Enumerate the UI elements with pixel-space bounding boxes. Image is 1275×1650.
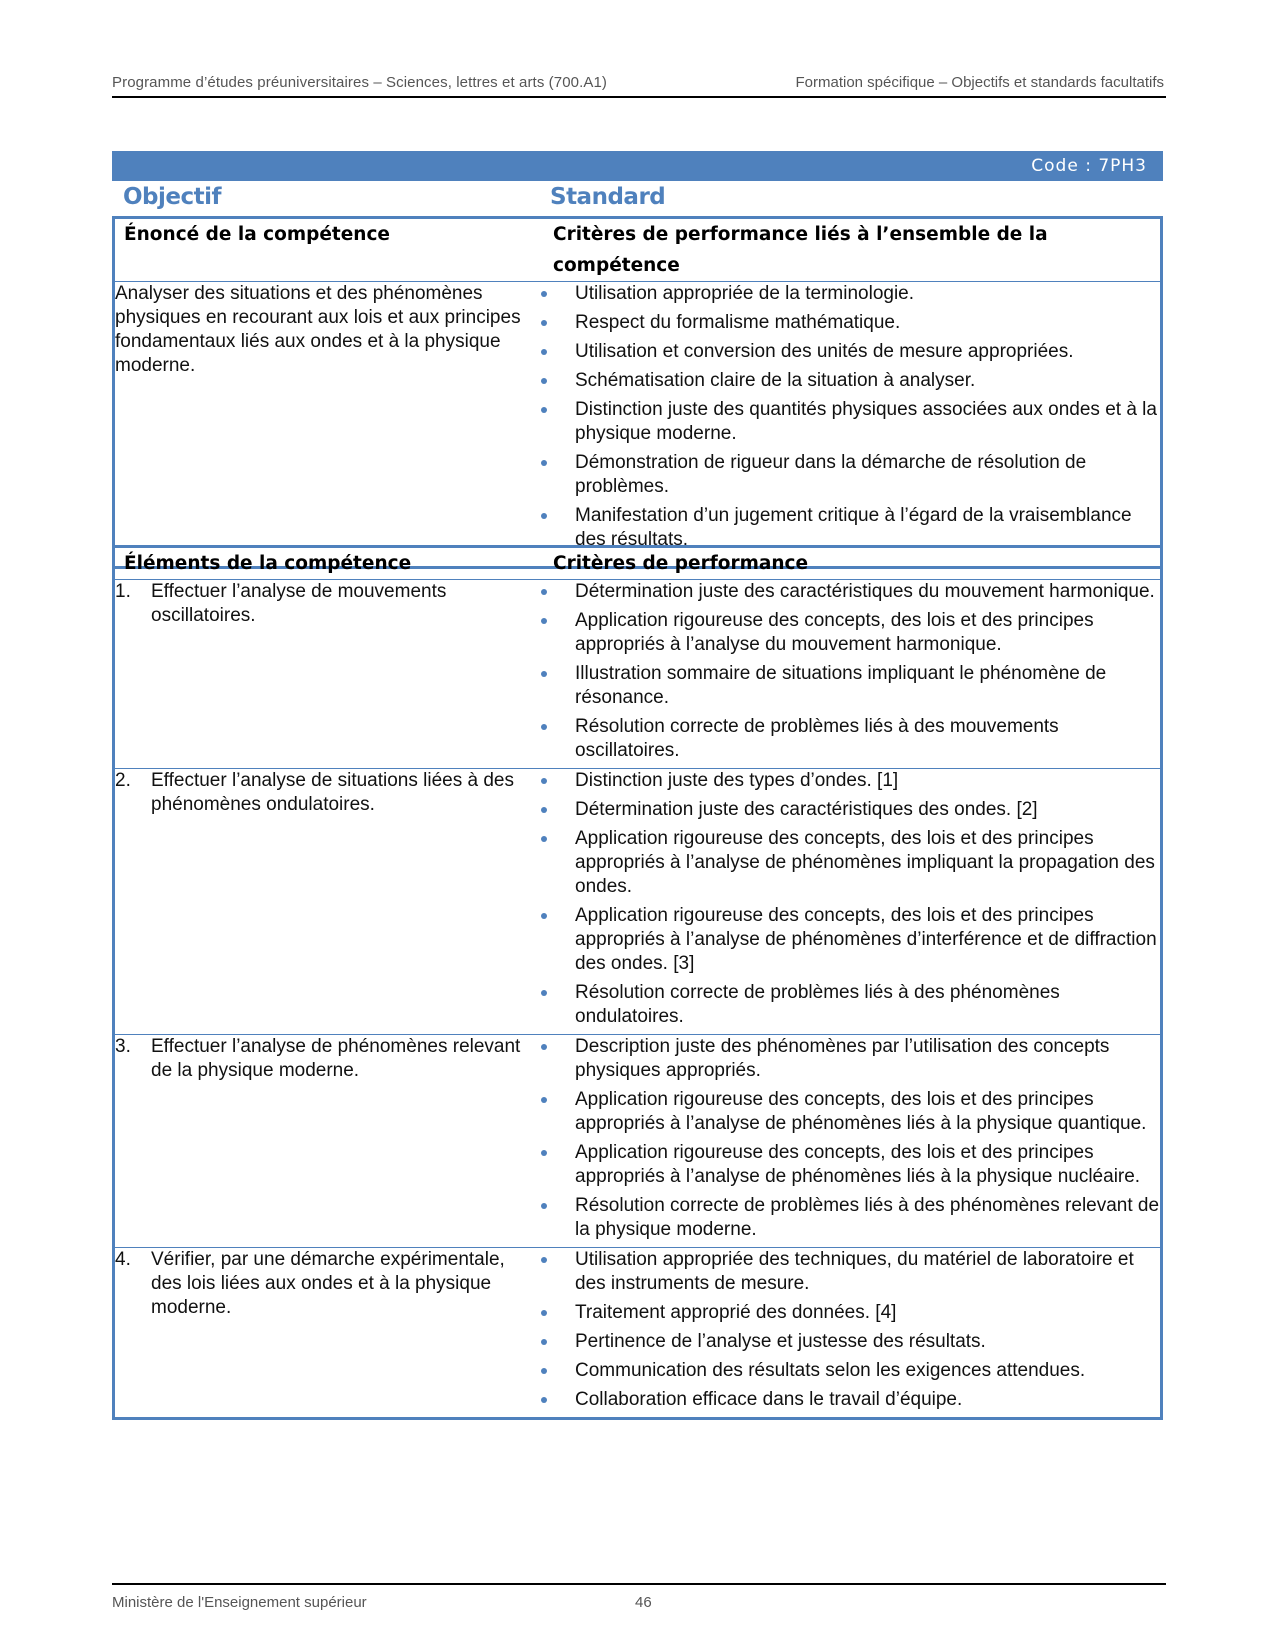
criterion-item	[539, 1330, 1160, 1354]
criterion-text: Utilisation appropriée de la terminologie.	[575, 283, 915, 304]
criterion-text: Manifestation d’un jugement critique à l’égard de la vraisemblance des résultats.	[575, 505, 1132, 550]
criterion-text: Collaboration efficace dans le travail d’équipe.	[575, 1389, 963, 1410]
criterion-item	[539, 580, 1160, 604]
bullet-icon	[541, 349, 547, 355]
bullet-icon	[541, 1397, 547, 1403]
bullet-icon	[541, 807, 547, 813]
element-number: 3.	[115, 1036, 131, 1057]
competence-statement: Analyser des situations et des phénomènes physiques en recourant aux lois et aux principes fondamentaux liés aux ondes et à la physique moderne.	[114, 282, 540, 568]
criterion-text: Distinction juste des types d’ondes. [1]	[575, 770, 899, 791]
criterion-text: Illustration sommaire de situations impliquant le phénomène de résonance.	[575, 663, 1107, 708]
element-text: Effectuer l’analyse de situations liées à des phénomènes ondulatoires.	[151, 770, 514, 815]
criteria-header: Critères de performance	[539, 547, 1162, 580]
criterion-text: Traitement approprié des données. [4]	[575, 1302, 897, 1323]
footer-organization: Ministère de l'Enseignement supérieur	[112, 1594, 367, 1611]
criterion-text: Résolution correcte de problèmes liés à des mouvements oscillatoires.	[575, 716, 1059, 761]
bullet-icon	[541, 589, 547, 595]
criterion-item	[539, 662, 1160, 710]
bullet-icon	[541, 618, 547, 624]
criterion-text: Résolution correcte de problèmes liés à des phénomènes relevant de la physique moderne.	[575, 1195, 1160, 1240]
criterion-item	[539, 282, 1160, 306]
criterion-text: Pertinence de l’analyse et justesse des résultats.	[575, 1331, 986, 1352]
element-cell	[114, 580, 540, 769]
element-criteria-cell	[539, 580, 1162, 769]
bullet-icon	[541, 1150, 547, 1156]
criterion-text: Application rigoureuse des concepts, des lois et des principes appropriés à l’analyse de phénomènes liés à la physique quantique.	[575, 1089, 1147, 1134]
bullet-icon	[541, 990, 547, 996]
bullet-icon	[541, 378, 547, 384]
element-criteria-list	[539, 1248, 1160, 1412]
element-cell	[114, 1035, 540, 1248]
criterion-text: Communication des résultats selon les exigences attendues.	[575, 1360, 1086, 1381]
criterion-text: Application rigoureuse des concepts, des lois et des principes appropriés à l’analyse du mouvement harmonique.	[575, 610, 1094, 655]
element-criteria-cell	[539, 769, 1162, 1035]
criterion-text: Application rigoureuse des concepts, des lois et des principes appropriés à l’analyse de phénomènes impliquant la propagation des ondes.	[575, 828, 1155, 897]
global-criteria-header: Critères de performance liés à l’ensemble de la compétence	[539, 218, 1162, 282]
column-titles	[112, 184, 1163, 216]
bullet-icon	[541, 1044, 547, 1050]
header-section-title: Formation spécifique – Objectifs et standards facultatifs	[795, 74, 1164, 91]
bullet-icon	[541, 1368, 547, 1374]
criterion-item	[539, 904, 1160, 976]
criterion-text: Utilisation appropriée des techniques, du matériel de laboratoire et des instruments de mesure.	[575, 1249, 1134, 1294]
header-program-title: Programme d’études préuniversitaires – Sciences, lettres et arts (700.A1)	[112, 74, 608, 91]
global-criteria-list	[539, 282, 1160, 552]
bullet-icon	[541, 1310, 547, 1316]
element-row	[114, 1035, 1162, 1248]
criterion-text: Résolution correcte de problèmes liés à des phénomènes ondulatoires.	[575, 982, 1060, 1027]
criterion-text: Détermination juste des caractéristiques des ondes. [2]	[575, 799, 1038, 820]
element-text: Effectuer l’analyse de mouvements oscillatoires.	[151, 581, 447, 626]
code-band	[112, 151, 1163, 181]
bullet-icon	[541, 1097, 547, 1103]
bullet-icon	[541, 1339, 547, 1345]
criterion-item	[539, 398, 1160, 446]
bullet-icon	[541, 724, 547, 730]
elements-table	[112, 545, 1163, 1420]
global-criteria-cell	[539, 282, 1162, 568]
criterion-item	[539, 340, 1160, 364]
bullet-icon	[541, 1257, 547, 1263]
element-text: Effectuer l’analyse de phénomènes relevant de la physique moderne.	[151, 1036, 521, 1081]
bullet-icon	[541, 778, 547, 784]
criterion-item	[539, 981, 1160, 1029]
bullet-icon	[541, 836, 547, 842]
criterion-item	[539, 1301, 1160, 1325]
criterion-text: Distinction juste des quantités physiques associées aux ondes et à la physique moderne.	[575, 399, 1157, 444]
course-code: Code : 7PH3	[1031, 156, 1147, 176]
statement-header: Énoncé de la compétence	[114, 218, 540, 282]
element-row	[114, 1248, 1162, 1419]
element-criteria-cell	[539, 1035, 1162, 1248]
bullet-icon	[541, 913, 547, 919]
elements-header-row	[114, 547, 1162, 580]
bullet-icon	[541, 291, 547, 297]
criterion-item	[539, 369, 1160, 393]
element-row	[114, 769, 1162, 1035]
bullet-icon	[541, 320, 547, 326]
criterion-item	[539, 1194, 1160, 1242]
competence-row	[114, 282, 1162, 568]
criterion-item	[539, 311, 1160, 335]
criterion-item	[539, 1388, 1160, 1412]
bullet-icon	[541, 1203, 547, 1209]
element-cell	[114, 769, 540, 1035]
competence-header-row	[114, 218, 1162, 282]
criterion-text: Détermination juste des caractéristiques du mouvement harmonique.	[575, 581, 1155, 602]
standard-title: Standard	[550, 184, 666, 210]
bullet-icon	[541, 513, 547, 519]
competence-table	[112, 216, 1163, 569]
criterion-text: Description juste des phénomènes par l’utilisation des concepts physiques appropriés.	[575, 1036, 1110, 1081]
elements-header: Éléments de la compétence	[114, 547, 540, 580]
criterion-text: Utilisation et conversion des unités de mesure appropriées.	[575, 341, 1074, 362]
criterion-item	[539, 451, 1160, 499]
criterion-text: Application rigoureuse des concepts, des lois et des principes appropriés à l’analyse de phénomènes d’interférence et de diffraction des ondes. [3]	[575, 905, 1157, 974]
page-header	[112, 72, 1166, 98]
element-criteria-list	[539, 769, 1160, 1029]
criterion-item	[539, 609, 1160, 657]
element-row	[114, 580, 1162, 769]
criterion-item	[539, 798, 1160, 822]
element-number: 2.	[115, 770, 131, 791]
criterion-item	[539, 1035, 1160, 1083]
bullet-icon	[541, 460, 547, 466]
criterion-text: Démonstration de rigueur dans la démarche de résolution de problèmes.	[575, 452, 1087, 497]
page-number: 46	[635, 1594, 652, 1611]
criterion-text: Schématisation claire de la situation à analyser.	[575, 370, 976, 391]
bullet-icon	[541, 671, 547, 677]
element-number: 4.	[115, 1249, 131, 1270]
criterion-item	[539, 1141, 1160, 1189]
element-cell	[114, 1248, 540, 1419]
objectif-title: Objectif	[123, 184, 222, 210]
element-number: 1.	[115, 581, 131, 602]
criterion-item	[539, 1088, 1160, 1136]
element-criteria-list	[539, 1035, 1160, 1242]
criterion-item	[539, 1359, 1160, 1383]
element-text: Vérifier, par une démarche expérimentale, des lois liées aux ondes et à la physique moderne.	[151, 1249, 505, 1318]
criterion-text: Respect du formalisme mathématique.	[575, 312, 901, 333]
element-criteria-list	[539, 580, 1160, 763]
criterion-item	[539, 827, 1160, 899]
bullet-icon	[541, 407, 547, 413]
criterion-text: Application rigoureuse des concepts, des lois et des principes appropriés à l’analyse de phénomènes liés à la physique nucléaire.	[575, 1142, 1141, 1187]
criterion-item	[539, 715, 1160, 763]
criterion-item	[539, 769, 1160, 793]
criterion-item	[539, 1248, 1160, 1296]
page-footer	[112, 1583, 1166, 1611]
element-criteria-cell	[539, 1248, 1162, 1419]
